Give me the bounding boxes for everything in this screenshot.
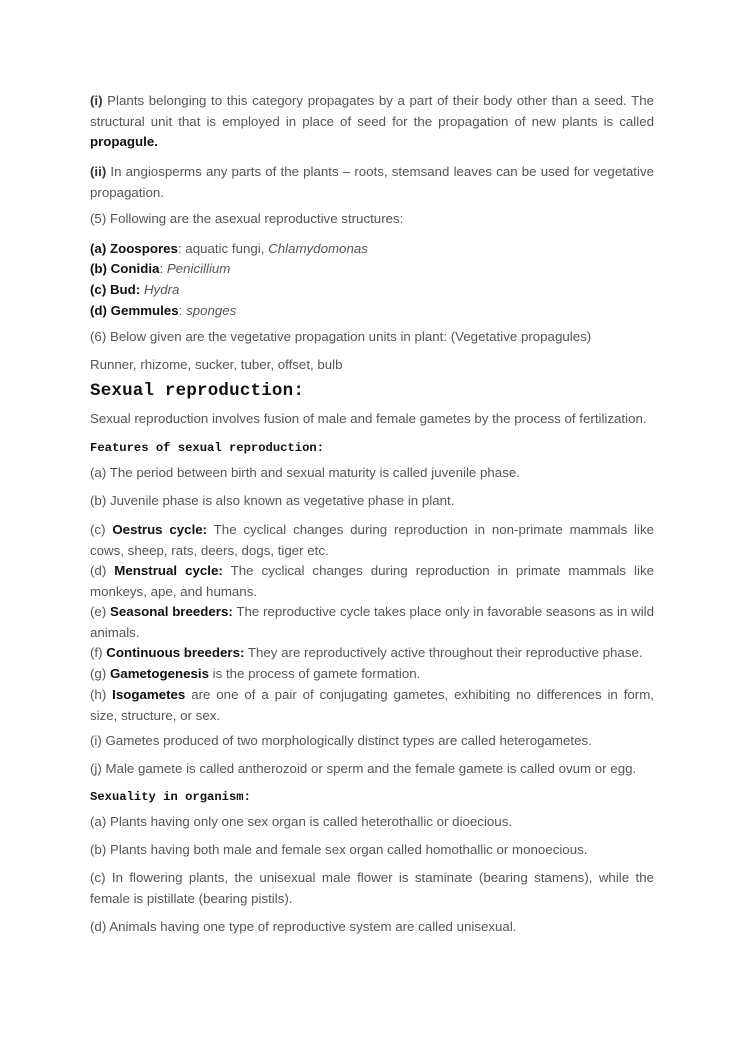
sexuality-item: (c) In flowering plants, the unisexual male flower is staminate (bearing stamens), while the female is pistillate (bearing pistils). [90,870,654,906]
feature-item-oestrus: (c) Oestrus cycle: The cyclical changes during reproduction in non-primate mammals like cows, sheep, rats, deers, dogs, tiger etc. [90,522,654,558]
sexuality-heading: Sexuality in organism: [90,790,251,804]
feature-item: (b) Juvenile phase is also known as vegetative phase in plant. [90,493,455,508]
feature-item-heterogametes: (i) Gametes produced of two morphologically distinct types are called heterogametes. [90,733,592,748]
section-title-sexual-reproduction: Sexual reproduction: [90,381,305,401]
feature-item-gametogenesis: (g) Gametogenesis is the process of gamete formation. [90,666,421,681]
feature-item: (a) The period between birth and sexual maturity is called juvenile phase. [90,465,520,480]
sexual-reproduction-definition: Sexual reproduction involves fusion of male and female gametes by the process of fertilization. [90,411,647,426]
asexual-item-zoospores: (a) Zoospores: aquatic fungi, Chlamydomonas [90,241,368,256]
features-heading: Features of sexual reproduction: [90,441,325,455]
sexuality-item: (b) Plants having both male and female sex organ called homothallic or monoecious. [90,842,588,857]
feature-item-male-gamete: (j) Male gamete is called antherozoid or sperm and the female gamete is called ovum or egg. [90,761,637,776]
feature-item-isogametes: (h) Isogametes are one of a pair of conjugating gametes, exhibiting no differences in form, size, structure, or sex. [90,687,654,723]
feature-item-seasonal: (e) Seasonal breeders: The reproductive cycle takes place only in favorable seasons as in wild animals. [90,604,655,640]
feature-item-continuous: (f) Continuous breeders: They are reproductively active throughout their reproductive phase. [90,645,643,660]
sexuality-item: (a) Plants having only one sex organ is called heterothallic or dioecious. [90,814,513,829]
asexual-structures-heading: (5) Following are the asexual reproductive structures: [90,211,404,226]
paragraph-propagule: (i) Plants belonging to this category propagates by a part of their body other than a seed. The structural unit that is employed in place of seed for the propagation of new plants is called propagule. [90,93,654,149]
sexuality-item: (d) Animals having one type of reproductive system are called unisexual. [90,919,517,934]
feature-item-menstrual: (d) Menstrual cycle: The cyclical changes during reproduction in primate mammals like monkeys, ape, and humans. [90,563,655,599]
vegetative-propagules-heading: (6) Below given are the vegetative propagation units in plant: (Vegetative propagules) [90,329,592,344]
asexual-item-gemmules: (d) Gemmules: sponges [90,303,237,318]
paragraph-angiosperms: (ii) In angiosperms any parts of the plants – roots, stemsand leaves can be used for vegetative propagation. [90,164,654,200]
asexual-item-conidia: (b) Conidia: Penicillium [90,261,231,276]
asexual-item-bud: (c) Bud: Hydra [90,282,180,297]
vegetative-propagules-list: Runner, rhizome, sucker, tuber, offset, bulb [90,357,343,372]
